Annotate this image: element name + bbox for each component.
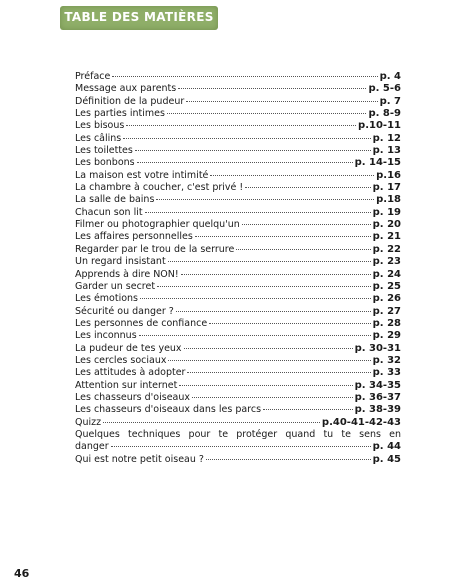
toc-entry-title: Apprends à dire NON! [75,268,179,280]
toc-entry [75,441,401,453]
toc-entry [75,96,401,108]
table-of-contents [75,71,401,466]
toc-entry [75,170,401,182]
toc-entry [75,367,401,379]
dot-leader [245,187,370,188]
toc-entry-page: p.10-11 [358,120,401,132]
toc-entry-title: Filmer ou photographier quelqu'un [75,219,240,231]
dot-leader [123,138,370,139]
toc-entry [75,293,401,305]
toc-entry-page: p. 14-15 [354,157,401,169]
dot-leader [195,236,371,237]
toc-entry [75,355,401,367]
toc-entry-title: Les cercles sociaux [75,354,167,366]
toc-entry-page: p. 19 [372,206,401,218]
toc-entry [75,318,401,330]
toc-entry-page: p. 7 [379,95,401,107]
toc-entry [75,330,401,342]
toc-entry-page: p. 25 [372,280,401,292]
toc-entry-title-line: Quelques techniques pour te protéger quand tu te sens en [75,428,401,440]
toc-entry-page: p. 32 [372,354,401,366]
dot-leader [156,199,374,200]
toc-entry-page: p. 13 [372,145,401,157]
toc-entry-title: Préface [75,71,111,82]
toc-entry-title: Garder un secret [75,280,156,292]
dot-leader [206,459,371,460]
dot-leader [186,101,377,102]
dot-leader [184,348,353,349]
dot-leader [135,150,371,151]
toc-entry-title: Regarder par le trou de la serrure [75,243,235,255]
section-header-banner [60,6,218,30]
toc-entry-page: p. 38-39 [354,404,401,416]
toc-entry [75,145,401,157]
toc-entry-title: Les bisous [75,120,125,132]
toc-entry-title: Les chasseurs d'oiseaux dans les parcs [75,404,262,416]
toc-entry-page: p.40-41-42-43 [321,416,401,428]
toc-entry [75,380,401,392]
dot-leader [242,224,371,225]
toc-entry-page: p. 17 [372,182,401,194]
toc-entry [75,281,401,293]
dot-leader [126,125,356,126]
dot-leader [187,372,370,373]
toc-entry-title: Message aux parents [75,83,177,95]
toc-entry [75,182,401,194]
toc-entry-title: La salle de bains [75,194,155,206]
toc-entry-page: p. 45 [372,453,401,465]
toc-entry-page: p. 36-37 [354,391,401,403]
toc-entry [75,306,401,318]
toc-entry [75,219,401,231]
toc-entry [75,244,401,256]
toc-entry-title: danger [75,441,109,453]
dot-leader [168,360,370,361]
toc-entry [75,343,401,355]
dot-leader [168,261,371,262]
toc-entry-title: Qui est notre petit oiseau ? [75,453,204,465]
dot-leader [263,409,353,410]
toc-entry-title: Les chasseurs d'oiseaux [75,391,190,403]
toc-entry-title: Les affaires personnelles [75,231,193,243]
toc-entry [75,404,401,416]
toc-entry-page: p. 28 [372,317,401,329]
toc-entry [75,133,401,145]
toc-entry-title: Les câlins [75,132,122,144]
toc-entry-title: La pudeur de tes yeux [75,342,182,354]
toc-entry-title: Les personnes de confiance [75,317,208,329]
toc-entry-title: Les toilettes [75,145,133,157]
toc-entry-page: p. 20 [372,219,401,231]
toc-entry-title: Les attitudes à adopter [75,367,186,379]
toc-entry-page: p. 29 [372,330,401,342]
dot-leader [179,385,352,386]
toc-entry-page: p. 34-35 [354,379,401,391]
toc-entry-title: Les parties intimes [75,108,165,120]
toc-entry-page: p. 12 [372,132,401,144]
dot-leader [157,286,371,287]
toc-entry-title: Chacun son lit [75,206,143,218]
dot-leader [111,446,371,447]
toc-entry [75,231,401,243]
dot-leader [176,311,371,312]
dot-leader [139,335,371,336]
toc-entry-page: p. 22 [372,243,401,255]
toc-entry-title: Les bonbons [75,157,135,169]
toc-entry-title: Attention sur internet [75,379,178,391]
toc-entry [75,108,401,120]
dot-leader [210,175,374,176]
toc-entry-page: p. 30-31 [354,342,401,354]
dot-leader [178,88,366,89]
dot-leader [167,113,367,114]
toc-entry [75,120,401,132]
toc-entry-page: p.18 [376,194,401,206]
toc-entry [75,207,401,219]
toc-entry [75,392,401,404]
dot-leader [209,323,370,324]
toc-entry-page: p. 27 [372,305,401,317]
toc-entry-page: p.16 [376,169,401,181]
toc-entry-title: La maison est votre intimité [75,169,209,181]
toc-entry [75,83,401,95]
dot-leader [103,422,320,423]
toc-entry [75,256,401,268]
toc-entry [75,157,401,169]
toc-entry-page: p. 23 [372,256,401,268]
toc-entry-page: p. 24 [372,268,401,280]
toc-entry-title: Un regard insistant [75,256,166,268]
toc-entry-title: Les inconnus [75,330,137,342]
toc-entry-title: Sécurité ou danger ? [75,305,174,317]
toc-entry-page: p. 44 [372,441,401,453]
dot-leader [181,274,371,275]
toc-entry [75,71,401,83]
toc-entry-title: Quizz [75,416,102,428]
toc-entry-page: p. 33 [372,367,401,379]
toc-entry [75,417,401,429]
dot-leader [236,249,370,250]
toc-entry [75,269,401,281]
dot-leader [145,212,371,213]
dot-leader [112,76,377,77]
section-title: TABLE DES MATIÈRES [64,10,214,24]
toc-entry-page: p. 26 [372,293,401,305]
toc-entry [75,454,401,466]
toc-entry-page: p. 21 [372,231,401,243]
dot-leader [137,162,353,163]
dot-leader [192,397,353,398]
page-number: 46 [14,567,30,580]
toc-entry-page: p. 8-9 [368,108,401,120]
toc-entry-title: Définition de la pudeur [75,95,185,107]
toc-entry-page: p. 4 [379,71,401,82]
toc-entry-title: La chambre à coucher, c'est privé ! [75,182,244,194]
toc-entry-title: Les émotions [75,293,138,305]
toc-entry [75,194,401,206]
dot-leader [140,298,371,299]
toc-entry-page: p. 5-6 [368,83,401,95]
